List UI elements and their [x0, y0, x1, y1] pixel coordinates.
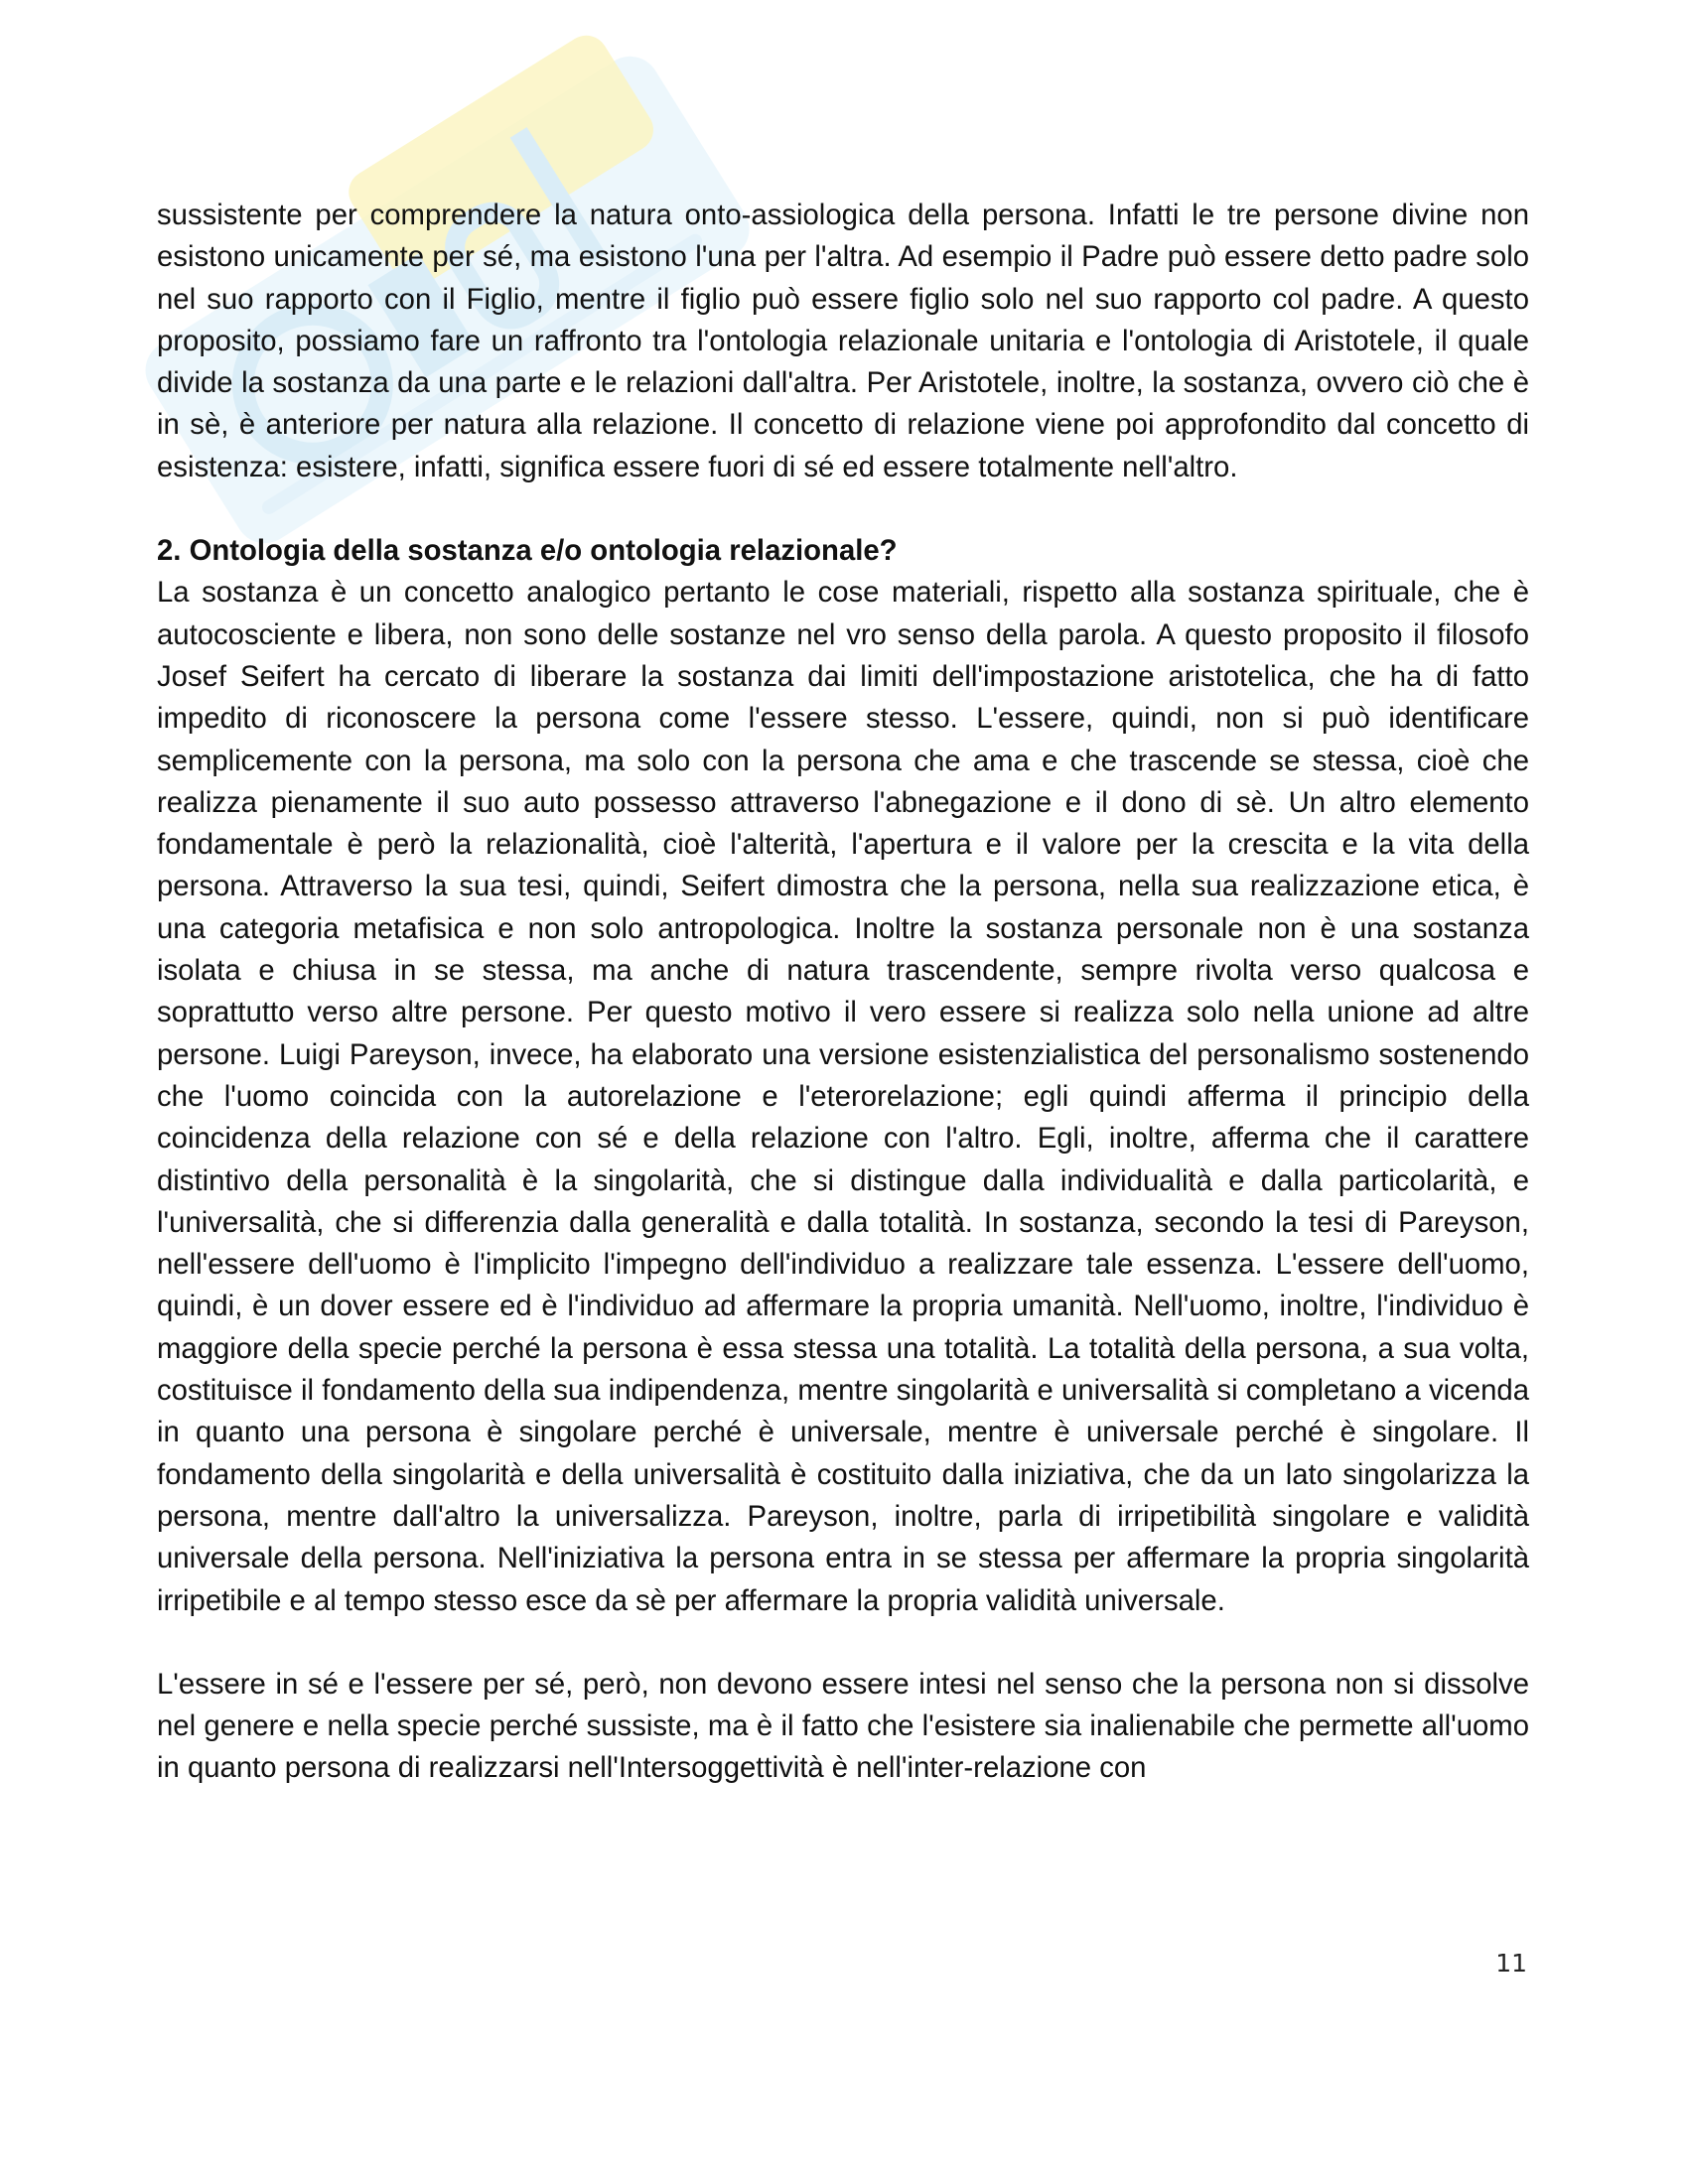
paragraph-main: La sostanza è un concetto analogico pertanto le cose materiali, rispetto alla sostanza spirituale, che è autocosciente e libera, non sono delle sostanze nel vro senso della parola. A questo proposito il filosofo Josef Seifert ha cercato di liberare la sostanza dai limiti dell'impostazione aristotelica, che ha di fatto impedito di riconoscere la persona come l'essere stesso. L'essere, quindi, non si può identificare semplicemente con la persona, ma solo con la persona che ama e che trascende se stessa, cioè che realizza pienamente il suo auto possesso attraverso l'abnegazione e il dono di sè. Un altro elemento fondamentale è però la relazionalità, cioè l'alterità, l'apertura e il valore per la crescita e la vita della persona. Attraverso la sua tesi, quindi, Seifert dimostra che la persona, nella sua realizzazione etica, è una categoria metafisica e non solo antropologica. Inoltre la sostanza personale non è una sostanza isolata e chiusa in se stessa, ma anche di natura trascendente, sempre rivolta verso qualcosa e soprattutto verso altre persone. Per questo motivo il vero essere si realizza solo nella unione ad altre persone. Luigi Pareyson, invece, ha elaborato una versione esistenzialistica del personalismo sostenendo che l'uomo coincida con la autorelazione e l'eterorelazione; egli quindi afferma il principio della coincidenza della relazione con sé e della relazione con l'altro. Egli, inoltre, afferma che il carattere distintivo della personalità è la singolarità, che si distingue dalla individualità e dalla particolarità, e l'universalità, che si differenzia dalla generalità e dalla totalità. In sostanza, secondo la tesi di Pareyson, nell'essere dell'uomo è l'implicito l'impegno dell'individuo a realizzare tale essenza. L'essere dell'uomo, quindi, è un dover essere ed è l'individuo ad affermare la propria umanità. Nell'uomo, inoltre, l'individuo è maggiore della specie perché la persona è essa stessa una totalità. La totalità della persona, a sua volta, costituisce il fondamento della sua indipendenza, mentre singolarità e universalità si completano a vicenda in quanto una persona è singolare perché è universale, mentre è universale perché è singolare. Il fondamento della singolarità e della universalità è costituito dalla iniziativa, che da un lato singolarizza la persona, mentre dall'altro la universalizza. Pareyson, inoltre, parla di irripetibilità singolare e validità universale della persona. Nell'iniziativa la persona entra in se stessa per affermare la propria singolarità irripetibile e al tempo stesso esce da sè per affermare la propria validità universale. — [157, 576, 1529, 1617]
page-number: 11 — [1495, 1949, 1527, 1978]
paragraph-continuation: L'essere in sé e l'essere per sé, però, non devono essere intesi nel senso che la persona non si dissolve nel genere e nella specie perché sussiste, ma è il fatto che l'esistere sia inalienabile che permette all'uomo in quanto persona di realizzarsi nell'Intersoggettività è nell'inter-relazione con — [157, 1667, 1529, 1785]
document-body — [157, 195, 1529, 1790]
paragraph-intro: sussistente per comprendere la natura onto-assiologica della persona. Infatti le tre persone divine non esistono unicamente per sé, ma esistono l'una per l'altra. Ad esempio il Padre può essere detto padre solo nel suo rapporto con il Figlio, mentre il figlio può essere figlio solo nel suo rapporto col padre. A questo proposito, possiamo fare un raffronto tra l'ontologia relazionale unitaria e l'ontologia di Aristotele, il quale divide la sostanza da una parte e le relazioni dall'altra. Per Aristotele, inoltre, la sostanza, ovvero ciò che è in sè, è anteriore per natura alla relazione. Il concetto di relazione viene poi approfondito dal concetto di esistenza: esistere, infatti, significa essere fuori di sé ed essere totalmente nell'altro. — [157, 199, 1529, 483]
section-heading: 2. Ontologia della sostanza e/o ontologia relazionale? — [157, 534, 898, 568]
